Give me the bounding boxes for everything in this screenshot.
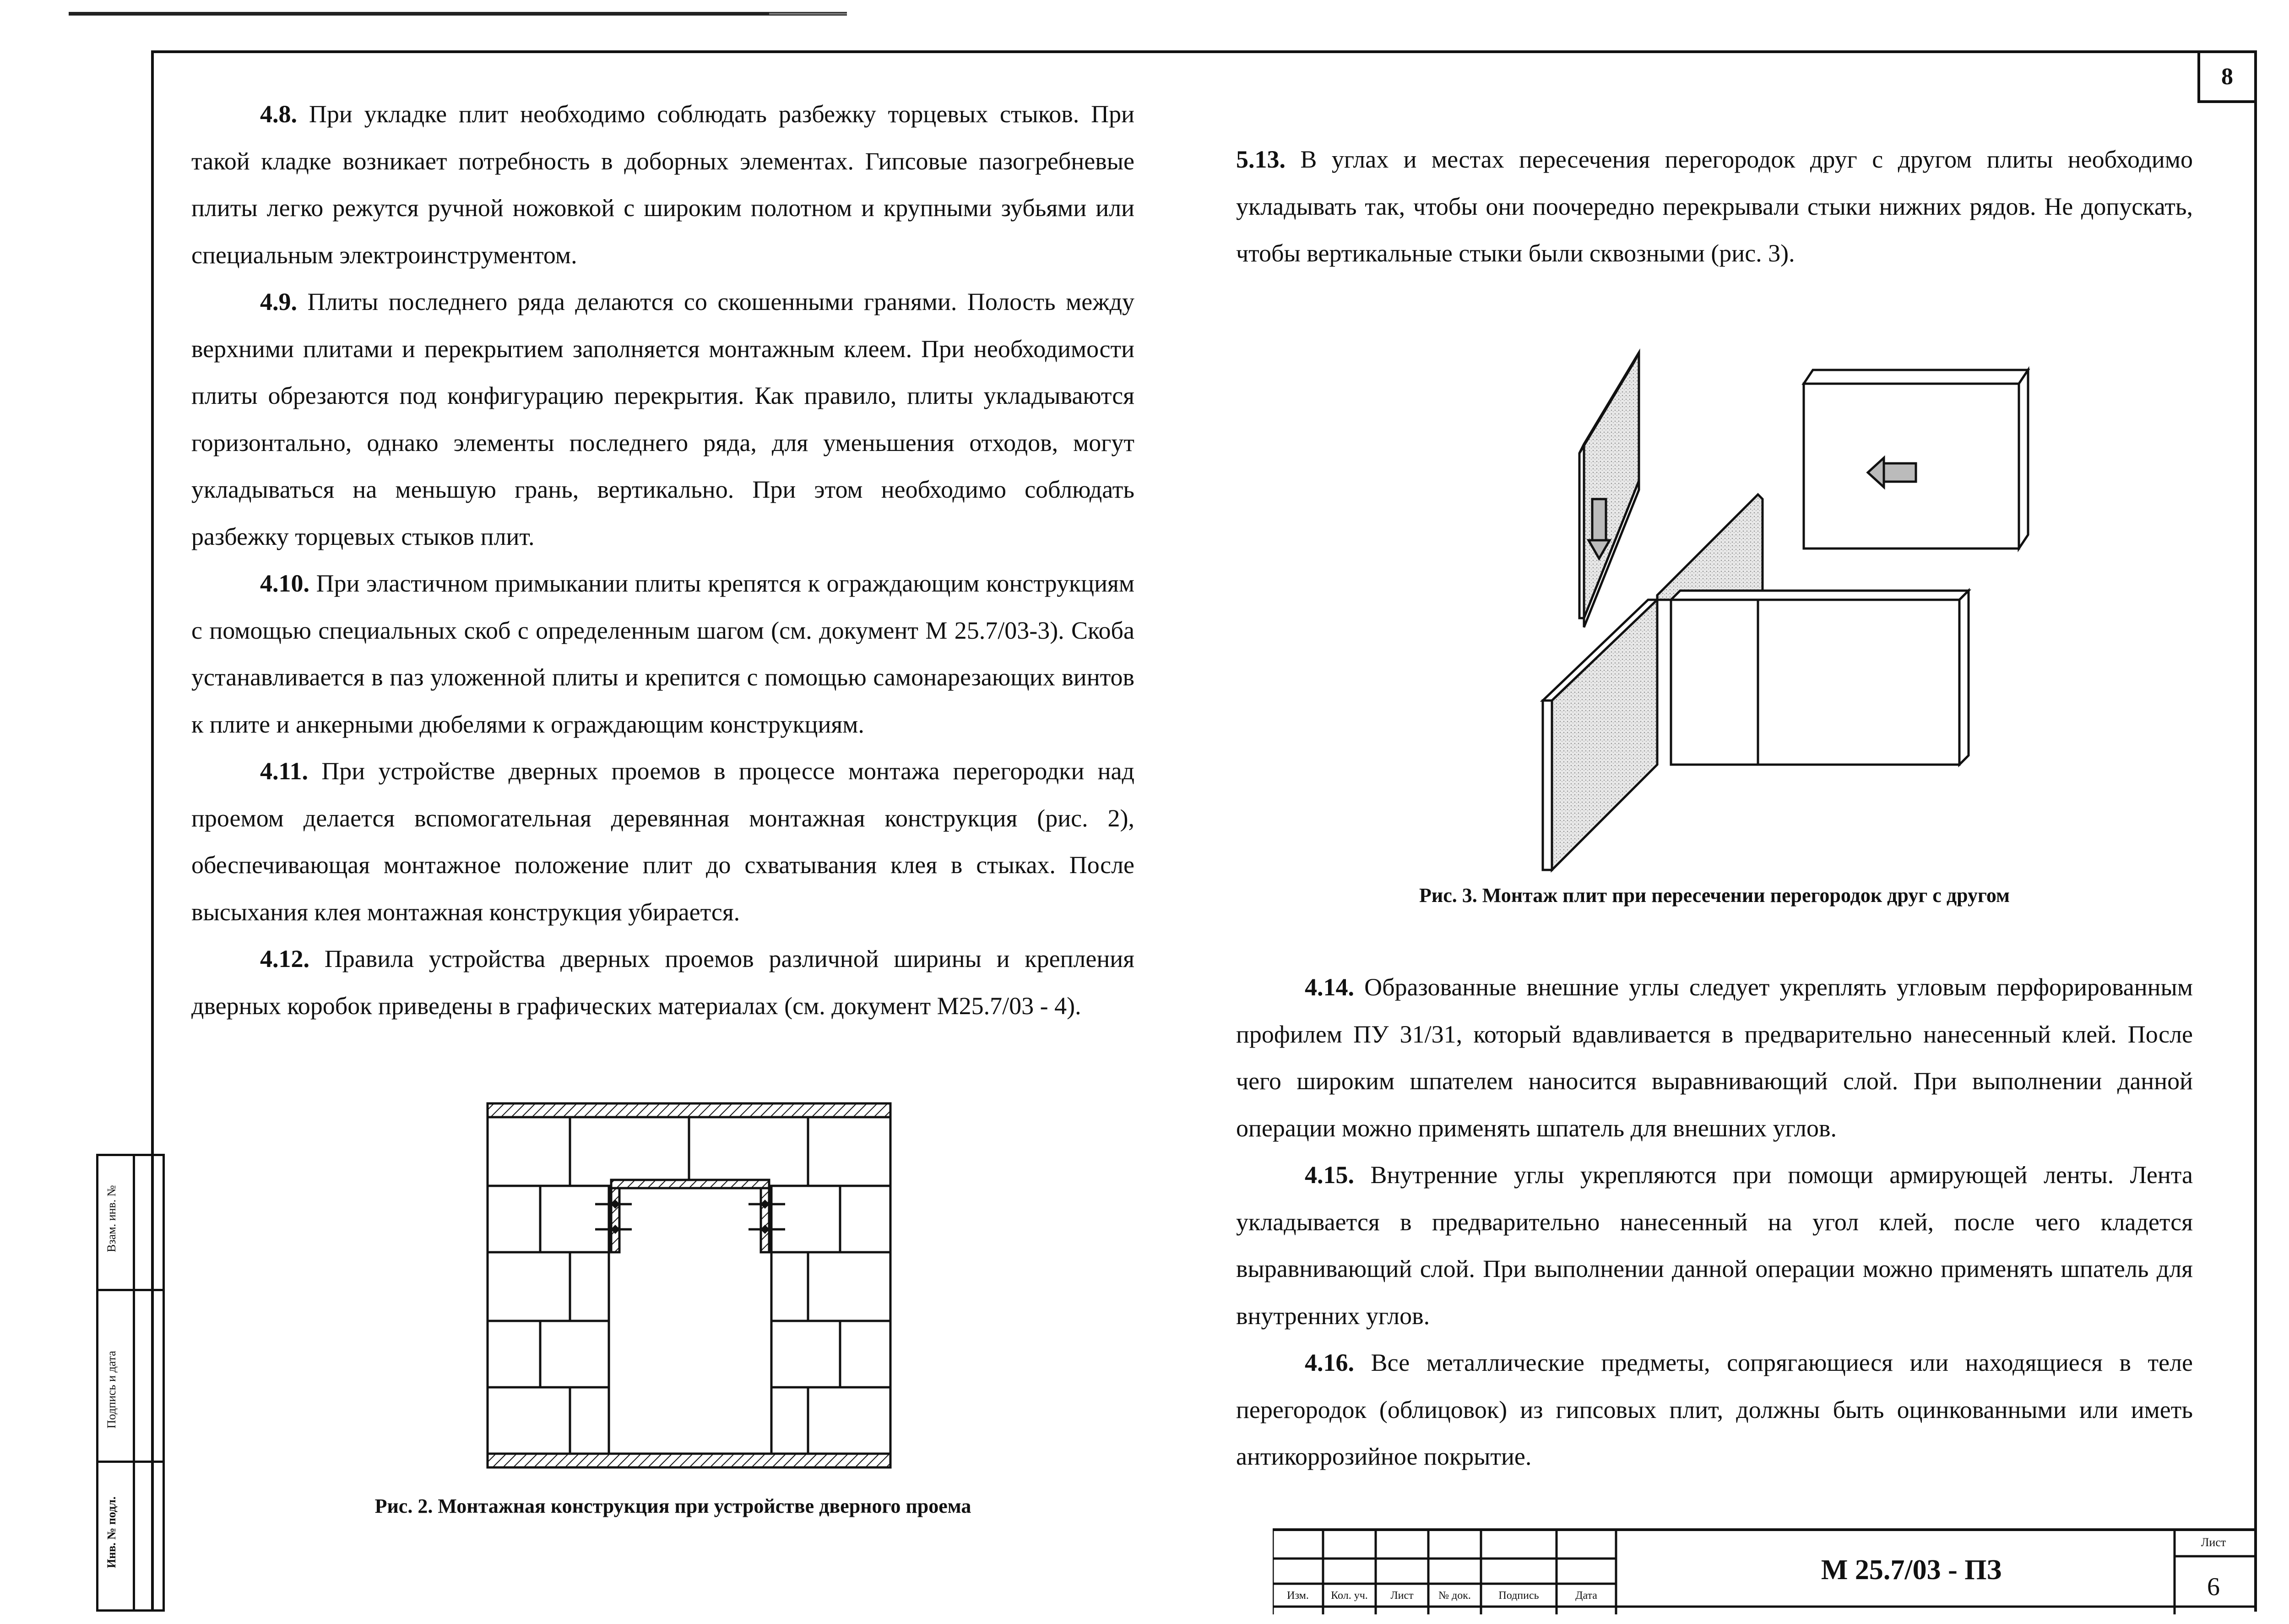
paragraph-4-16: 4.16. Все металлические предметы, сопрягающиеся или находящиеся в теле перегородок (облицовок) из гипсовых плит, должны быть оцинкованными или иметь антикоррозийное покрытие. — [1236, 1349, 2193, 1470]
side-stamp-label-inventory: Инв. № подл. — [105, 1496, 118, 1568]
figure-3-caption: Рис. 3. Монтаж плит при пересечении перегородок друг с другом — [1419, 884, 2010, 907]
paragraph-4-8: 4.8. При укладке плит необходимо соблюдать разбежку торцевых стыков. При такой кладке возникает потребность в доборных элементах. Гипсовые пазогребневые плиты легко режутся ручной ножовкой с широким полотном и крупными зубьями или специальным электроинструментом. — [191, 100, 1134, 269]
paragraph-5-13: 5.13. В углах и местах пересечения перегородок друг с другом плиты необходимо укладывать так, чтобы они поочередно перекрывали стыки нижних рядов. Не допускать, чтобы вертикальные стыки были сквозными (рис. 3). — [1236, 146, 2193, 267]
paragraph-4-11: 4.11. При устройстве дверных проемов в процессе монтажа перегородки над проемом делается вспомогательная деревянная монтажная конструкция (рис. 2), обеспечивающая монтажное положение плит до схватывания клея в стыках. После высыхания клея монтажная конструкция убирается. — [191, 757, 1134, 926]
page-number: 8 — [2197, 50, 2257, 103]
side-stamp-cell-3 — [96, 1461, 165, 1612]
paragraph-4-14: 4.14. Образованные внешние углы следует укреплять угловым перфорированным профилем ПУ 31/31, который вдавливается в предварительно нанесенный клей. После чего широким шпателем наносится выравнивающий слой. При выполнении данной операции можно применять шпатель для внешних углов. — [1236, 973, 2193, 1142]
paragraph-4-9: 4.9. Плиты последнего ряда делаются со скошенными гранями. Полость между верхними плитами и перекрытием заполняется монтажным клеем. При необходимости плиты обрезаются под конфигурацию перекрытия. Как правило, плиты укладываются горизонтально, однако элементы последнего ряда, для уменьшения отходов, могут укладываться на меньшую грань, вертикально. При этом необходимо соблюдать разбежку торцевых стыков плит. — [191, 288, 1134, 550]
sheet-number: 6 — [2207, 1573, 2220, 1601]
side-stamp-cell-1 — [96, 1154, 165, 1291]
title-block-col-change: Изм. — [1287, 1590, 1309, 1602]
title-block-col-doc: № док. — [1438, 1590, 1471, 1602]
title-block — [1273, 1528, 2257, 1614]
right-column-top — [1236, 136, 2193, 277]
top-rule — [69, 12, 847, 16]
paragraph-4-15: 4.15. Внутренние углы укрепляются при помощи армирующей ленты. Лента укладывается в предварительно нанесенный на угол клей, после чего кладется выравнивающий слой. При выполнении данной операции можно применять шпатель для внутренних углов. — [1236, 1161, 2193, 1330]
figure-2-door-opening — [485, 1101, 897, 1481]
title-block-col-sheet: Лист — [1390, 1590, 1414, 1602]
side-stamp-label-signature: Подпись и дата — [105, 1351, 118, 1428]
paragraph-4-10: 4.10. При эластичном примыкании плиты крепятся к ограждающим конструкциям с помощью специальных скоб с определенным шагом (см. документ М 25.7/03-3). Скоба устанавливается в паз уложенной плиты и крепится с помощью самонарезающих винтов к плите и анкерными дюбелями к ограждающим конструкциям. — [191, 570, 1134, 738]
title-block-col-date: Дата — [1575, 1590, 1597, 1602]
figure-3-partition-intersection — [1534, 343, 2037, 874]
top-rule-tail — [769, 13, 847, 15]
figure-2-caption: Рис. 2. Монтажная конструкция при устройстве дверного проема — [374, 1495, 971, 1517]
left-column — [191, 91, 1134, 1029]
title-block-col-signature: Подпись — [1498, 1590, 1539, 1602]
sheet-label: Лист — [2201, 1536, 2226, 1549]
side-stamp — [96, 1154, 165, 1612]
title-block-col-count: Кол. уч. — [1331, 1590, 1368, 1602]
paragraph-4-12: 4.12. Правила устройства дверных проемов различной ширины и крепления дверных коробок приведены в графических материалах (см. документ М25.7/03 - 4). — [191, 945, 1134, 1020]
side-stamp-cell-2 — [96, 1289, 165, 1463]
right-column-bottom — [1236, 964, 2193, 1480]
document-code: М 25.7/03 - ПЗ — [1821, 1554, 2002, 1586]
side-stamp-label-replacement: Взам. инв. № — [105, 1185, 118, 1252]
